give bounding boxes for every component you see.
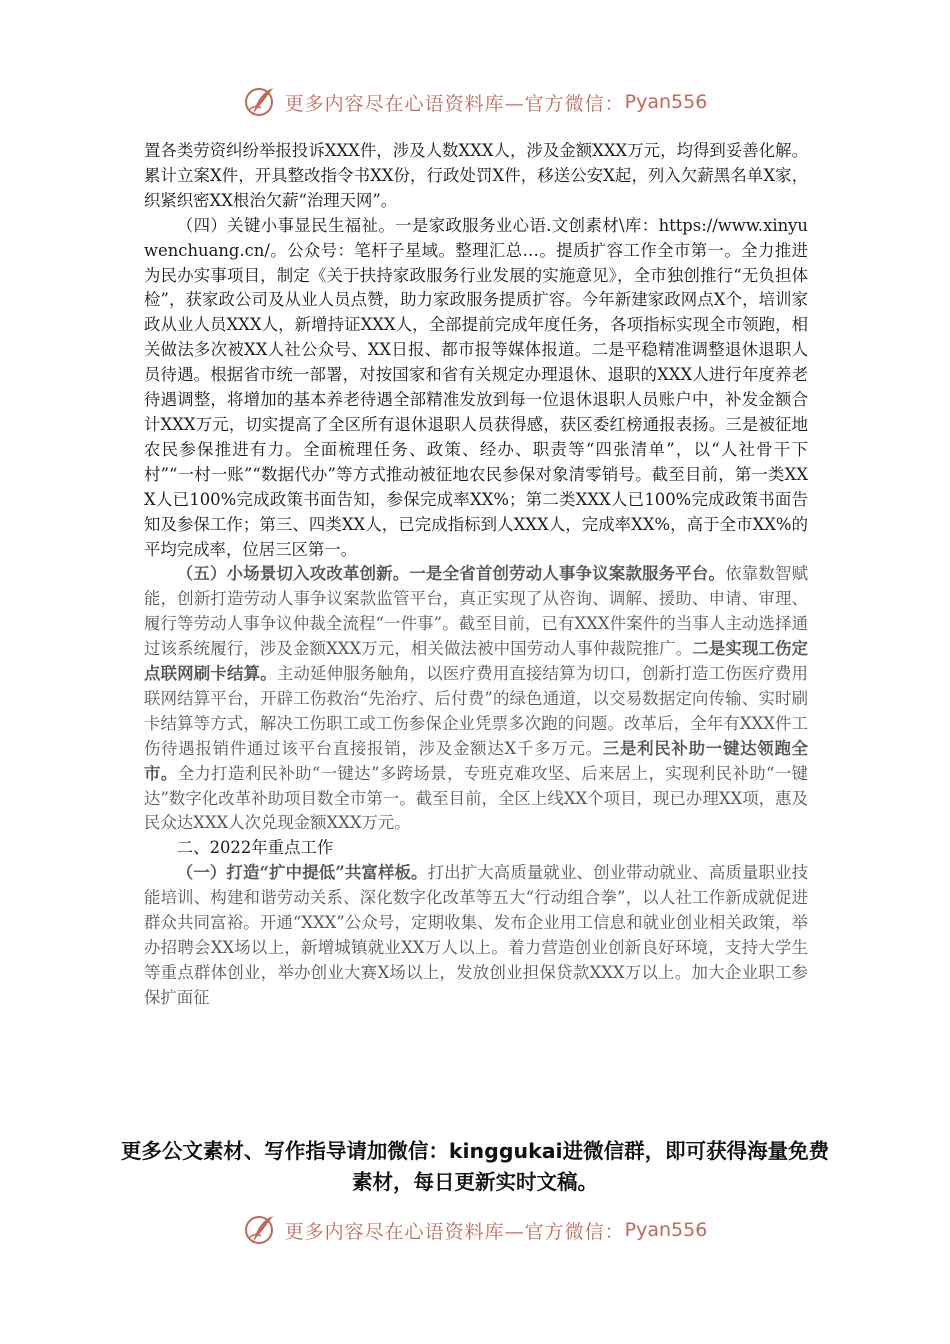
paragraph-5: （一）打造“扩中提低”共富样板。打出扩大高质量就业、创业带动就业、高质量职业技能培训、构建和谐劳动关系、深化数字化改革等五大“行动组合拳”，以人社工作新成就促进群众共同富裕。开通“XXX”公众号，定期收集、发布企业用工信息和就业创业相关政策，举办招聘会XX场以上，新增城镇就业XX万人以上。着力营造创业创新良好环境，支持大学生等重点群体创业，举办创业大赛X场以上，发放创业担保贷款XXX万以上。加大企业职工参保扩面征 bbox=[144, 863, 809, 1007]
heading-5-3: 三是利民补助一键达领跑全市。 bbox=[144, 738, 809, 783]
feather-quill-icon bbox=[243, 84, 279, 120]
watermark-header bbox=[0, 82, 950, 122]
paragraph-3: （五）小场景切入攻改革创新。一是全省首创劳动人事争议案款服务平台。依靠数智赋能，创新打造劳动人事争议案款监管平台，真正实现了从咨询、调解、援助、申请、审理、履行等劳动人事争议仲裁全流程“一件事”。截至目前，已有XXX件案件的当事人主动选择通过该系统履行，涉及金额XXX万元，相关做法被中国劳动人事仲裁院推广。二是实现工伤定点联网刷卡结算。主动延伸服务触角，以医疗费用直接结算为切口，创新打造工伤医疗费用联网结算平台，开辟工伤救治“先治疗、后付费”的绿色通道，以交易数据定向传输、实时刷卡结算等方式，解决工伤职工或工伤参保企业凭票多次跑的问题。改革后，全年有XXX件工伤待遇报销件通过该平台直接报销，涉及金额达X千多万元。三是利民补助一键达领跑全市。全力打造利民补助“一键达”多跨场景，专班克难攻坚、后来居上，实现利民补助“一键达”数字化改革补助项目数全市第一。截至目前，全区上线XX个项目，现已办理XX项，惠及民众达XXX人次兑现金额XXX万元。 bbox=[144, 564, 809, 833]
footer-promo-note: 更多公文素材、写作指导请加微信：kinggukai进微信群，即可获得海量免费素材，每日更新实时文稿。 bbox=[120, 1139, 830, 1194]
watermark-footer bbox=[0, 1210, 950, 1250]
heading-1: （一）打造“扩中提低”共富样板。 bbox=[176, 863, 428, 883]
watermark-text: 更多内容尽在心语资料库—官方微信： bbox=[284, 92, 625, 115]
paragraph-1: 置各类劳资纠纷举报投诉XXX件，涉及人数XXX人，涉及金额XXX万元，均得到妥善化解。累计立案X件，开具整改指令书XX份，行政处罚X件，移送公安X起，列入欠薪黑名单X家，织紧织密XX根治欠薪“治理天网”。 bbox=[144, 141, 808, 210]
document-body bbox=[144, 139, 808, 1011]
section-heading-2022: 二、2022年重点工作 bbox=[176, 838, 334, 858]
watermark-id: Pyan556 bbox=[624, 1219, 708, 1241]
watermark-id: Pyan556 bbox=[624, 91, 708, 113]
heading-5-2: 二是实现工伤定点联网刷卡结算。 bbox=[144, 639, 809, 684]
watermark-text: 更多内容尽在心语资料库—官方微信： bbox=[284, 1220, 625, 1243]
heading-5: （五）小场景切入攻改革创新。一是全省首创劳动人事争议案款服务平台。 bbox=[176, 564, 726, 584]
feather-quill-icon bbox=[243, 1212, 279, 1248]
paragraph-2: （四）关键小事显民生福祉。一是家政服务业心语.文创素材\库：https://www.xinyuwenchuang.cn/。公众号：笔杆子星域。整理汇总…。提质扩容工作全市第一。全力推进为民办实事项目，制定《关于扶持家政服务行业发展的实施意见》，全市独创推行“无负担体检”，获家政公司及从业人员点赞，助力家政服务提质扩容。今年新建家政网点X个，培训家政从业人员XXX人，新增持证XXX人，全部提前完成年度任务，各项指标实现全市领跑，相关做法多次被XX人社公众号、XX日报、都市报等媒体报道。二是平稳精准调整退休退职人员待遇。根据省市统一部署，对按国家和省有关规定办理退休、退职的XXX人进行年度养老待遇调整，将增加的基本养老待遇全部精准发放到每一位退休退职人员账户中，补发金额合计XXX万元，切实提高了全区所有退休退职人员获得感，获区委红榜通报表扬。三是被征地农民参保推进有力。全面梳理任务、政策、经办、职责等“四张清单”，以“人社骨干下村”“一村一账”“数据代办”等方式推动被征地农民参保对象清零销号。截至目前，第一类XXX人已100%完成政策书面告知，参保完成率XX%；第二类XXX人已100%完成政策书面告知及参保工作；第三、四类XX人，已完成指标到人XXX人，完成率XX%，高于全市XX%的平均完成率，位居三区第一。 bbox=[144, 215, 808, 559]
